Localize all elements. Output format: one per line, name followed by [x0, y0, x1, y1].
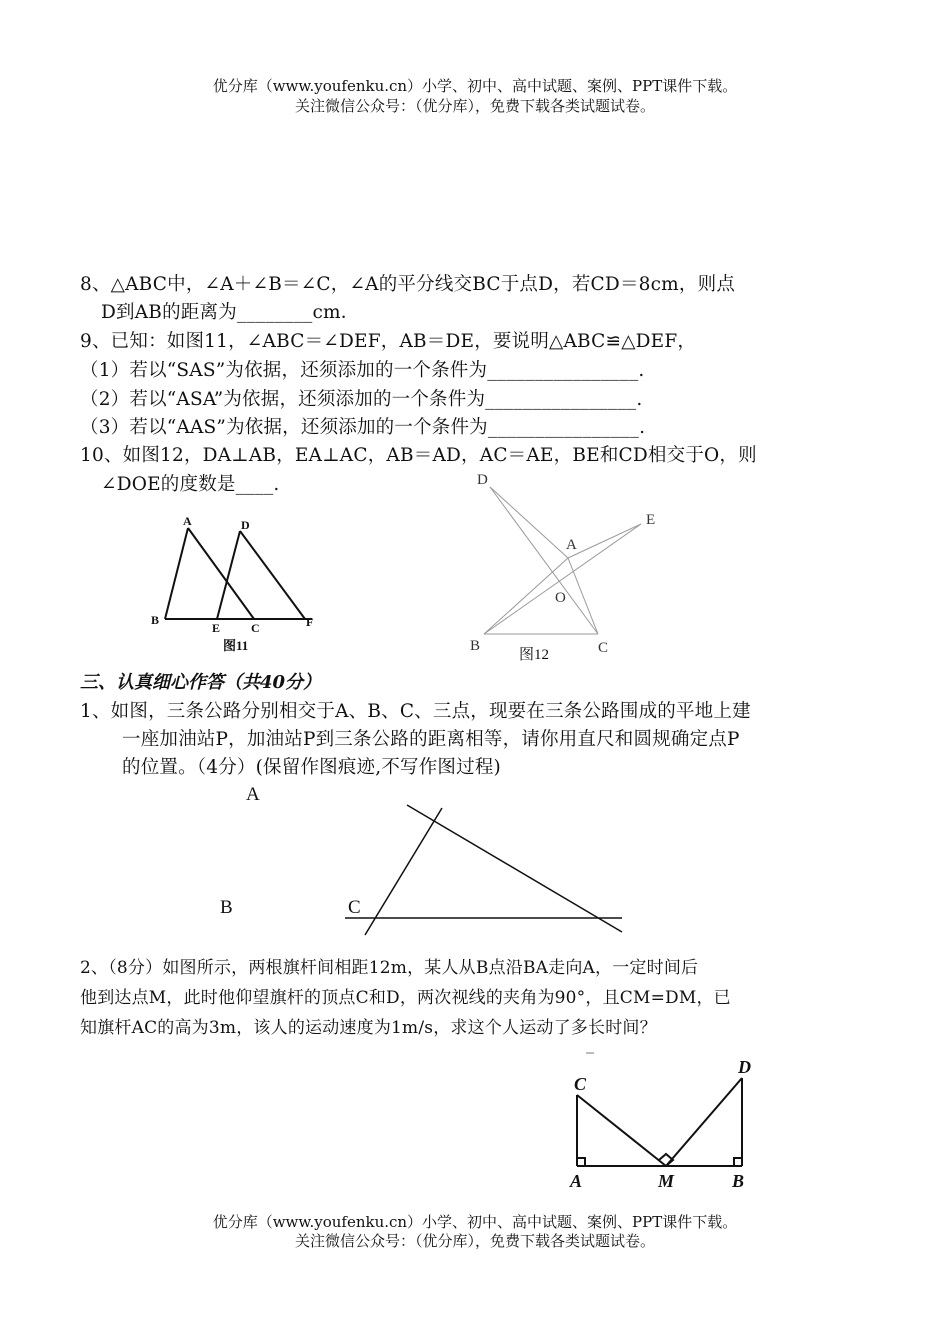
fig12-label-o: O: [555, 590, 566, 606]
q8-line-1: 8、△ABC中，∠A＋∠B＝∠C，∠A的平分线交BC于点D，若CD＝8cm，则点: [80, 274, 736, 295]
fig12-label-b: B: [470, 638, 481, 654]
roads-label-c: C: [348, 897, 361, 918]
flag-label-b: B: [732, 1171, 745, 1191]
fig11-label-c: C: [251, 621, 260, 635]
fig11-label-d: D: [241, 518, 250, 532]
q9-line-3: （2）若以“ASA”为依据，还须添加的一个条件为________________.: [80, 389, 643, 410]
q8-line-2: D到AB的距离为________cm．: [101, 302, 360, 323]
q9-line-1: 9、已知：如图11，∠ABC＝∠DEF，AB＝DE，要说明△ABC≌△DEF，: [80, 331, 697, 352]
scan-speck: [586, 1052, 594, 1054]
right-angle-b: [734, 1158, 742, 1166]
figure-11: [165, 528, 312, 619]
flag-label-c: C: [574, 1074, 587, 1094]
right-angle-a: [577, 1158, 585, 1166]
fig12-segment-da: [490, 487, 568, 558]
road-line-left: [365, 808, 442, 935]
flag-sight-dm: [666, 1078, 742, 1166]
roads-label-a: A: [246, 784, 260, 805]
s2-line-2: 他到达点M，此时他仰望旗杆的顶点C和D，两次视线的夹角为90°，且CM=DM，已: [80, 988, 731, 1008]
roads-label-b: B: [220, 897, 233, 918]
s1-line-3: 的位置。（4分）(保留作图痕迹,不写作图过程): [122, 757, 501, 778]
fig11-segment-ab: [165, 528, 188, 619]
fig11-caption: 图11: [223, 638, 249, 653]
s1-line-2: 一座加油站P，加油站P到三条公路的距离相等，请你用直尺和圆规确定点P: [122, 729, 740, 750]
fig12-segment-ae: [568, 524, 641, 558]
fig11-segment-df: [240, 531, 305, 619]
flagpole-figure: [577, 1078, 742, 1166]
fig12-caption: 图12: [519, 647, 550, 663]
header-line-2: 关注微信公众号：（优分库），免费下载各类试题试卷。: [294, 97, 655, 115]
fig11-segment-ed: [217, 531, 240, 619]
flag-label-m: M: [658, 1171, 675, 1191]
q10-line-2: ∠DOE的度数是____.: [101, 474, 280, 495]
footer-line-1: 优分库（www.youfenku.cn）小学、初中、高中试题、案例、PPT课件下载。: [212, 1213, 738, 1231]
flag-label-a: A: [570, 1171, 583, 1191]
roads-figure: [345, 805, 622, 935]
flag-sight-cm: [577, 1095, 666, 1166]
q9-line-4: （3）若以“AAS”为依据，还须添加的一个条件为________________.: [80, 417, 646, 438]
fig11-label-a: A: [183, 514, 192, 528]
fig12-label-e: E: [646, 512, 656, 528]
figure-12: [484, 487, 641, 634]
fig11-label-b: B: [151, 613, 160, 627]
road-line-right: [407, 805, 622, 932]
fig12-label-c: C: [598, 640, 609, 656]
section-3-title: 三、认真细心作答（共40分）: [80, 672, 322, 693]
fig12-label-d: D: [477, 472, 488, 488]
fig12-label-a: A: [566, 537, 577, 553]
fig12-segment-be: [484, 524, 641, 634]
s2-line-1: 2、（8分）如图所示，两根旗杆间相距12m，某人从B点沿BA走向A，一定时间后: [80, 958, 699, 978]
s2-line-3: 知旗杆AC的高为3m，该人的运动速度为1m/s，求这个人运动了多长时间？: [80, 1018, 657, 1038]
s1-line-1: 1、如图，三条公路分别相交于A、B、C、三点，现要在三条公路围成的平地上建: [80, 701, 751, 722]
q10-line-1: 10、如图12，DA⊥AB，EA⊥AC，AB＝AD，AC＝AE，BE和CD相交于O，则: [80, 445, 757, 466]
flag-label-d: D: [738, 1057, 751, 1077]
footer-line-2: 关注微信公众号：（优分库），免费下载各类试题试卷。: [294, 1232, 655, 1250]
q9-line-2: （1）若以“SAS”为依据，还须添加的一个条件为________________.: [80, 360, 645, 381]
fig11-label-f: F: [306, 615, 314, 629]
header-line-1: 优分库（www.youfenku.cn）小学、初中、高中试题、案例、PPT课件下载。: [212, 77, 738, 95]
fig12-segment-dc: [490, 487, 598, 634]
fig11-label-e: E: [212, 621, 221, 635]
fig12-segment-ac: [568, 558, 598, 634]
